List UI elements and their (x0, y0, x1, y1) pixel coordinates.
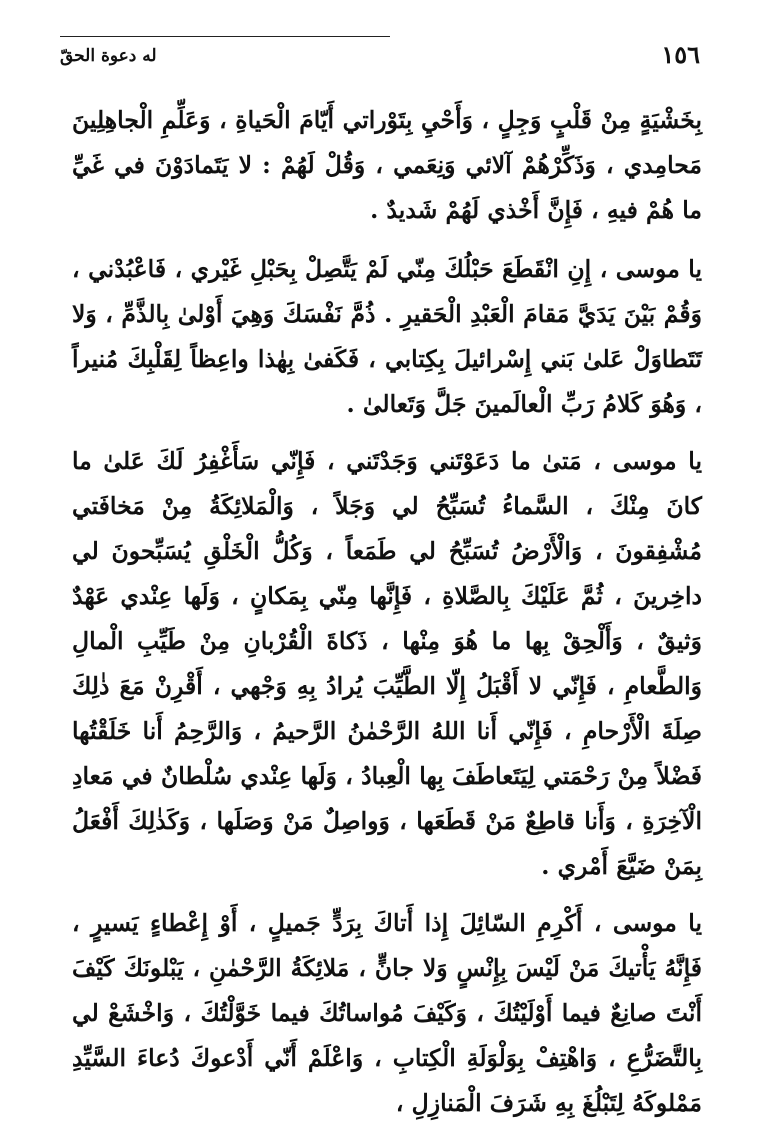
paragraph-4: يا موسى ، أَكْرِمِ السّائِلَ إِذا أَتاكَ بِرَدٍّ جَميلٍ ، أَوْ إِعْطاءٍ يَسيرٍ ، فَإِنَّهُ يَأْتيكَ مَنْ لَيْسَ بِإِنْسٍ وَلا جانٍّ ، مَلائِكَةُ الرَّحْمٰنِ ، يَبْلونَكَ كَيْفَ أَنْتَ صانِعٌ فيما أَوْلَيْتُكَ ، وَكَيْفَ مُواساتُكَ فيما خَوَّلْتُكَ ، وَاخْشَعْ لي بِالتَّضَرُّعِ ، وَاهْتِفْ بِوَلْوَلَةِ الْكِتابِ ، وَاعْلَمْ أَنّي أَدْعوكَ دُعاءَ السَّيِّدِ مَمْلوكَهُ لِتَبْلُغَ بِهِ شَرَفَ الْمَنازِلِ ، (72, 909, 702, 1117)
paragraph-2: يا موسى ، إِنِ انْقَطَعَ حَبْلُكَ مِنّي لَمْ يَتَّصِلْ بِحَبْلِ غَيْري ، فَاعْبُدْني ، وَقُمْ بَيْنَ يَدَيَّ مَقامَ الْعَبْدِ الْحَقيرِ . ذُمَّ نَفْسَكَ وَهِيَ أَوْلىٰ بِالذَّمِّ ، وَلا تَتَطاوَلْ عَلىٰ بَني إِسْرائيلَ بِكِتابي ، فَكَفىٰ بِهٰذا واعِظاً لِقَلْبِكَ مُنيراً ، وَهُوَ كَلامُ رَبِّ الْعالَمينَ جَلَّ وَتَعالىٰ . (72, 255, 702, 418)
paragraph-1: بِخَشْيَةٍ مِنْ قَلْبٍ وَجِلٍ ، وَأَحْيِ بِتَوْراتي أَيّامَ الْحَياةِ ، وَعَلِّمِ الْجاهِلِينَ مَحامِدي ، وَذَكِّرْهُمْ آلائي وَنِعَمي ، وَقُلْ لَهُمْ : لا يَتَمادَوْنَ في غَيِّ ما هُمْ فيهِ ، فَإِنَّ أَخْذي لَهُمْ شَديدٌ . (72, 106, 702, 224)
paragraph-3: يا موسى ، مَتىٰ ما دَعَوْتَني وَجَدْتَني ، فَإِنّي سَأَغْفِرُ لَكَ عَلىٰ ما كانَ مِنْكَ ، السَّماءُ تُسَبِّحُ لي وَجَلاً ، وَالْمَلائِكَةُ مِنْ مَخافَتي مُشْفِقونَ ، وَالْأَرْضُ تُسَبِّحُ لي طَمَعاً ، وَكُلُّ الْخَلْقِ يُسَبِّحونَ لي داخِرينَ ، ثُمَّ عَلَيْكَ بِالصَّلاةِ ، فَإِنَّها مِنّي بِمَكانٍ ، وَلَها عِنْدي عَهْدٌ وَثيقٌ ، وَأَلْحِقْ بِها ما هُوَ مِنْها ، ذَكاةَ الْقُرْبانِ مِنْ طَيِّبِ الْمالِ وَالطَّعامِ ، فَإِنّي لا أَقْبَلُ إِلّا الطَّيِّبَ يُرادُ بِهِ وَجْهي ، أَقْرِنْ مَعَ ذٰلِكَ صِلَةَ الْأَرْحامِ ، فَإِنّي أَنا اللهُ الرَّحْمٰنُ الرَّحيمُ ، وَالرَّحِمُ أَنا خَلَقْتُها فَضْلاً مِنْ رَحْمَتي لِيَتَعاطَفَ بِها الْعِبادُ ، وَلَها عِنْدي سُلْطانٌ في مَعادِ الْآخِرَةِ ، وَأَنا قاطِعٌ مَنْ قَطَعَها ، وَواصِلٌ مَنْ وَصَلَها ، وَكَذٰلِكَ أَفْعَلُ بِمَنْ ضَيَّعَ أَمْري . (72, 447, 702, 880)
body-text (72, 98, 702, 1138)
page-header (60, 28, 700, 72)
header-rule (60, 36, 390, 37)
page-number: ١٥٦ (661, 40, 700, 69)
running-title: له دعوة الحقّ (60, 46, 157, 66)
